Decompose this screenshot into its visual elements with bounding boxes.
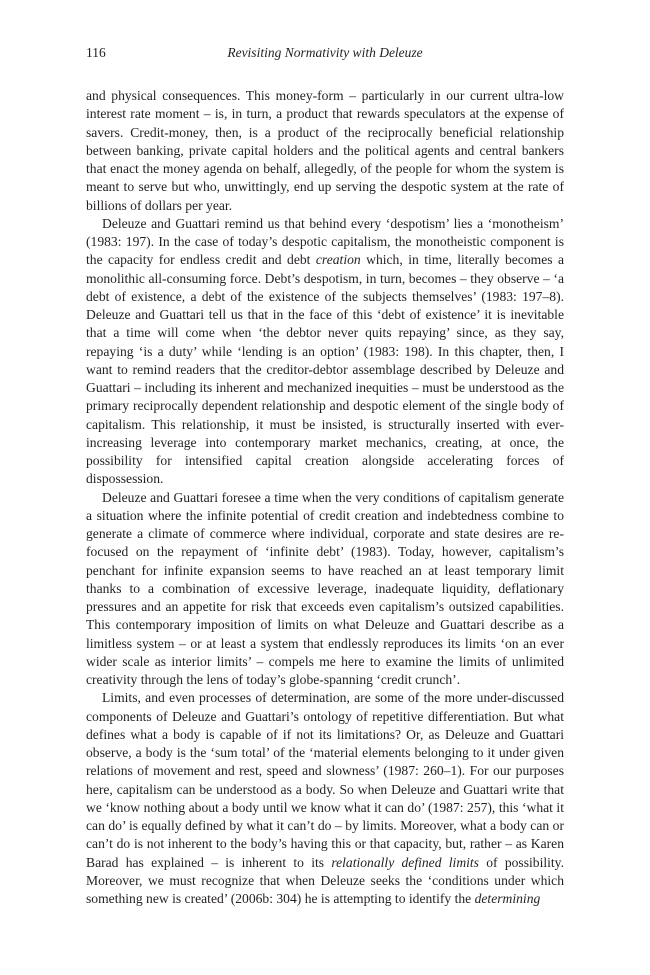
body-text [86, 87, 564, 908]
paragraph-4 [86, 689, 564, 908]
paragraph-4-text-b: of possibility. Moreover, we must recognize that when Deleuze seeks the ‘conditions under which something new is created’ (2006b: 304) he is attempting to identify the [86, 854, 564, 906]
running-head [86, 43, 564, 63]
paragraph-4-emphasis-2: determining [474, 891, 541, 906]
paragraph-4-emphasis-1: relationally defined limits [331, 854, 479, 870]
paragraph-2-emphasis: creation [315, 252, 361, 268]
paragraph-2 [86, 215, 564, 489]
paragraph-3: Deleuze and Guattari foresee a time when the very conditions of capitalism generate a situation where the infinite potential of credit creation and indebtedness combine to generate a climate of commerce where individual, corporate and state desires are re-focused on the repayment of ‘infinite debt’ (1983). Today, however, capitalism’s penchant for infinite expansion seems to have reached an at least temporary limit thanks to a combination of excessive leverage, inadequate liquidity, deflationary pressures and an appetite for risk that exceeds even capitalism’s outsized capabilities. This contemporary imposition of limits on what Deleuze and Guattari describe as a limitless system – or at least a system that endlessly reproduces its limits ‘on an ever wider scale as interior limits’ – compels me here to examine the limits of unlimited creativity through the lens of today’s globe-spanning ‘credit crunch’. [86, 489, 564, 687]
paragraph-4-text-a: Limits, and even processes of determination, are some of the more under-discussed components of Deleuze and Guattari’s ontology of repetitive differentiation. But what defines what a body is capable of if not its limitations? Or, as Deleuze and Guattari observe, a body is the ‘sum total’ of the ‘material elements belonging to it under given relations of movement and rest, speed and slowness’ (1987: 260–1). For our purposes here, capitalism can be understood as a body. So when Deleuze and Guattari write that we ‘know nothing about a body until we know what it can do’ (1987: 257), this ‘what it can do’ is equally defined by what it can’t do – by limits. Moreover, what a body can or can’t do is not inherent to the body’s having this or that capacity, but, rather – as Karen Barad has explained – is inherent to its [86, 690, 564, 870]
paragraph-2-text-a: Deleuze and Guattari remind us that behind every ‘despotism’ lies a ‘monotheism’ (1983: 197). In the case of today’s despotic capitalism, the monotheistic component is the capacity for endless credit and debt [86, 215, 564, 268]
paragraph-1: and physical consequences. This money-form – particularly in our current ultra-low interest rate moment – is, in turn, a product that rewards speculators at the expense of savers. Credit-money, then, is a product of the reciprocally beneficial relationship between banking, private capital holders and the political agents and central bankers that enact the money agenda on behalf, allegedly, of the people for whom the system is meant to serve but who, unwittingly, end up serving the despotic system at the rate of billions of dollars per year. [86, 88, 564, 213]
paragraph-2-text-b: which, in time, literally becomes a monolithic all-consuming force. Debt’s despotism, in turn, becomes – they observe – ‘a debt of existence, a debt of the existence of the subjects themselves’ (1983: 197–8). Deleuze and Guattari tell us that in the face of this ‘debt of existence’ it is inevitable that a time will come when ‘the debtor never quits repaying’ since, as they say, repaying ‘is a duty’ while ‘lending is an option’ (1983: 198). In this chapter, then, I want to remind readers that the creditor-debtor assemblage described by Deleuze and Guattari – including its inherent and mechanized inequities – must be understood as the primary reciprocally dependent relationship and despotic element of the single body of capitalism. This relationship, it must be insisted, is structurally inserted with ever-increasing leverage into contemporary market mechanics, creating, at once, the possibility for intensified capital creation alongside accelerating forces of dispossession. [86, 252, 564, 487]
page-number: 116 [86, 45, 106, 60]
running-title: Revisiting Normativity with Deleuze [227, 45, 423, 60]
